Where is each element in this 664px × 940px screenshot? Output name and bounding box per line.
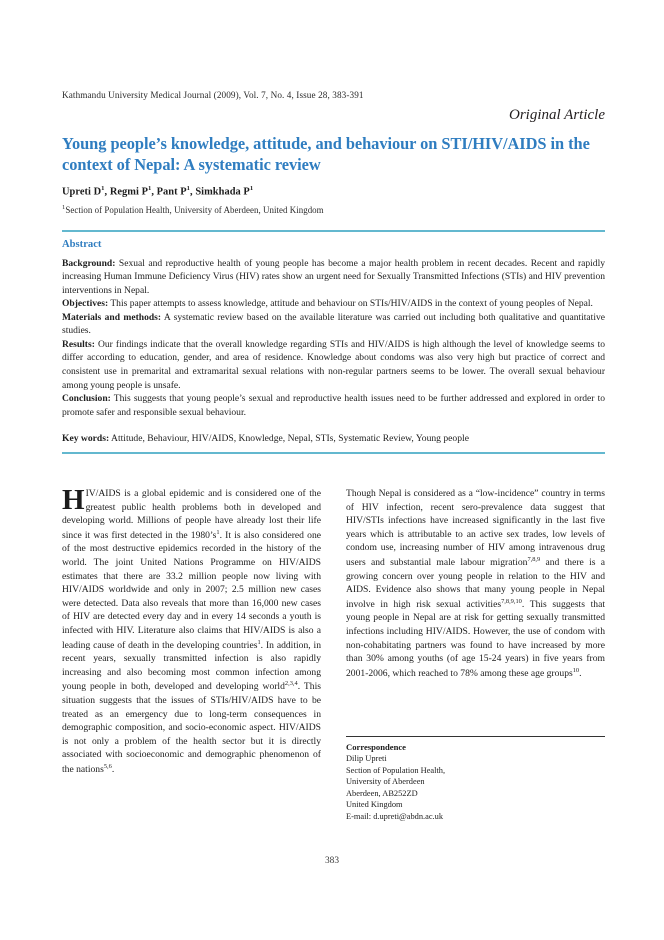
- keywords-text: Attitude, Behaviour, HIV/AIDS, Knowledge, Nepal, STIs, Systematic Review, Young people: [109, 433, 469, 445]
- citation-superscript: 5,6: [103, 762, 112, 770]
- intro-paragraph-left: [62, 484, 322, 777]
- correspondence-line: Aberdeen, AB252ZD: [346, 788, 418, 798]
- abstract-section-text: This paper attempts to assess knowledge, attitude and behaviour on STIs/HIV/AIDS in the context of young peoples of Nepal.: [108, 298, 593, 310]
- correspondence-rule: [346, 736, 605, 737]
- author-name: Regmi P: [109, 186, 148, 198]
- abstract-heading: Abstract: [62, 238, 102, 250]
- intro-paragraph-right: [346, 487, 605, 680]
- citation-superscript: 2,3,4: [284, 680, 298, 688]
- abstract-paragraph: [62, 392, 605, 419]
- correspondence-line: Dilip Upreti: [346, 754, 387, 764]
- abstract-section-label: Results:: [62, 338, 95, 350]
- author-name: Pant P: [156, 186, 187, 198]
- correspondence-line: E-mail: d.upreti@abdn.ac.uk: [346, 811, 444, 821]
- article-type-label: Original Article: [509, 107, 605, 123]
- citation-superscript: 7,8,9,10: [501, 597, 522, 605]
- citation-superscript: 1: [257, 638, 261, 646]
- correspondence-line: United Kingdom: [346, 800, 403, 810]
- keywords-label: Key words:: [62, 433, 110, 445]
- correspondence-lines: [346, 753, 605, 822]
- author-name: Simkhada P: [195, 186, 250, 198]
- right-column-text: Though Nepal is considered as a “low-incidence” country in terms of HIV infection, recent sero-prevalence data suggest that HIV/STIs infections have increased significantly in the last five years which is attributable to an active sex trades, low levels of condom use, increasing number of HIV among intravenous drug users and substantial male labour migration$^{7,8,9}$ and there is a growing concern over young people in relation to the HIV and AIDS. Evidence also shows that many young people in Nepal involve in high risk sexual activities$^{7,8,9,10}$. This suggests that young people in Nepal are at risk for getting sexually transmitted infections including HIV/AIDS. However, the use of condom with non-cohabitating partners was found to have increased by more than 30% among youths (of age 15-24 years) in five years from 2001-2006, which reached to 78% among these age groups$^{10}$.: [346, 488, 605, 679]
- abstract-section-text: Sexual and reproductive health of young people has become a major health problem in recent decades. Recent and rapidly increasing Human Immune Deficiency Virus (HIV) rates show an urgent need for Sexually Transmitted Infections (STIs) and HIV prevention interventions in Nepal.: [62, 257, 605, 296]
- abstract-section-label: Conclusion:: [62, 393, 111, 405]
- author-list: Upreti $D^1$, Regmi $P^1$, Pant $P^1$, Simkhada $P^1$: [62, 184, 254, 198]
- correspondence-title: Correspondence: [346, 742, 406, 753]
- correspondence-line: University of Aberdeen: [346, 777, 425, 787]
- abstract-section-text: This suggests that young people’s sexual and reproductive health issues need to be further addressed and explored in order to promote safer and responsible sexual behaviour.: [62, 393, 605, 418]
- body-column-left: [62, 484, 322, 777]
- correspondence-block: [346, 736, 605, 822]
- abstract-section: [62, 230, 605, 454]
- citation-superscript: 1: [216, 528, 220, 536]
- left-column-text: IV/AIDS is a global epidemic and is considered one of the greatest public health problems both in developed and developing world. Millions of people have already lost their life since it was first detected in the $1980’s^1$. It is also considered one of the most destructive epidemics recorded in the history of the world. The joint United Nations Programme on HIV/AIDS estimates that there are 33.2 million people now living with HIV/AIDS worldwide and only in 2007; 2.5 million new cases were detected. Data also reveals that more than 16,000 new cases of HIV are detected every day and in every 14 seconds a youth is infected with HIV. Literature also claims that HIV/AIDS is also a leading cause of death in the developing countries$^1$. In addition, in recent years, sexually transmitted infection is also rapidly increasing and also becoming most common infection among young people in both, developed and developing world$^{2,3,4}$. This situation suggests that the issues of STIs/HIV/AIDS have to be treated as an emergency due to long-term consequences in demographic composition, and socio-economic aspect. HIV/AIDS is not only a problem of the health sector but it is directly associated with socioeconomic and demographic phenomenon of the nations$^{5,6}$.: [62, 488, 322, 775]
- abstract-section-text: Our findings indicate that the overall knowledge regarding STIs and HIV/AIDS is high although the level of knowledge seems to differ according to education, gender, and area of residence. Knowledge about condoms was also very high but practice of correct and consistent use in premarital and extramarital sexual relations with non-regular partners seems to be lower. The overall sexual behaviour among young people is unsafe.: [62, 338, 605, 391]
- keywords-line: [62, 433, 605, 444]
- abstract-paragraph: [62, 311, 605, 338]
- citation-superscript: 10: [572, 666, 580, 674]
- abstract-bottom-rule: [62, 452, 605, 454]
- abstract-top-rule: [62, 230, 605, 232]
- author-name: Upreti D: [62, 186, 102, 198]
- correspondence-line: Section of Population Health,: [346, 765, 446, 775]
- abstract-section-label: Background:: [62, 257, 116, 269]
- body-column-right: [346, 487, 605, 680]
- abstract-section-label: Objectives:: [62, 298, 109, 310]
- affiliation-marker: 1: [62, 204, 66, 212]
- title-block: [62, 133, 605, 215]
- citation-superscript: 7,8,9: [527, 555, 541, 563]
- author-affiliation-marker: 1: [147, 184, 152, 192]
- abstract-paragraph: [62, 257, 605, 298]
- affiliation-text: Section of Population Health, University of Aberdeen, United Kingdom: [65, 205, 324, 216]
- abstract-section-text: A systematic review based on the available literature was carried out including both qualitative and quantitative studies.: [62, 311, 605, 337]
- abstract-paragraph: [62, 297, 605, 311]
- abstract-section-label: Materials and methods:: [62, 311, 162, 323]
- drop-cap: H: [62, 484, 85, 516]
- abstract-body: [62, 257, 605, 420]
- page-title: Young people’s knowledge, attitude, and behaviour on STI/HIV/AIDS in the context of Nepal: A systematic review: [62, 134, 590, 175]
- author-affiliation-marker: 1: [186, 184, 191, 192]
- author-affiliation-marker: 1: [101, 184, 105, 192]
- journal-citation-line: Kathmandu University Medical Journal (2009), Vol. 7, No. 4, Issue 28, 383-391: [62, 90, 364, 100]
- abstract-paragraph: [62, 338, 605, 392]
- affiliation-line: [62, 204, 605, 215]
- author-affiliation-marker: 1: [249, 184, 254, 192]
- page-number: 383: [324, 856, 340, 866]
